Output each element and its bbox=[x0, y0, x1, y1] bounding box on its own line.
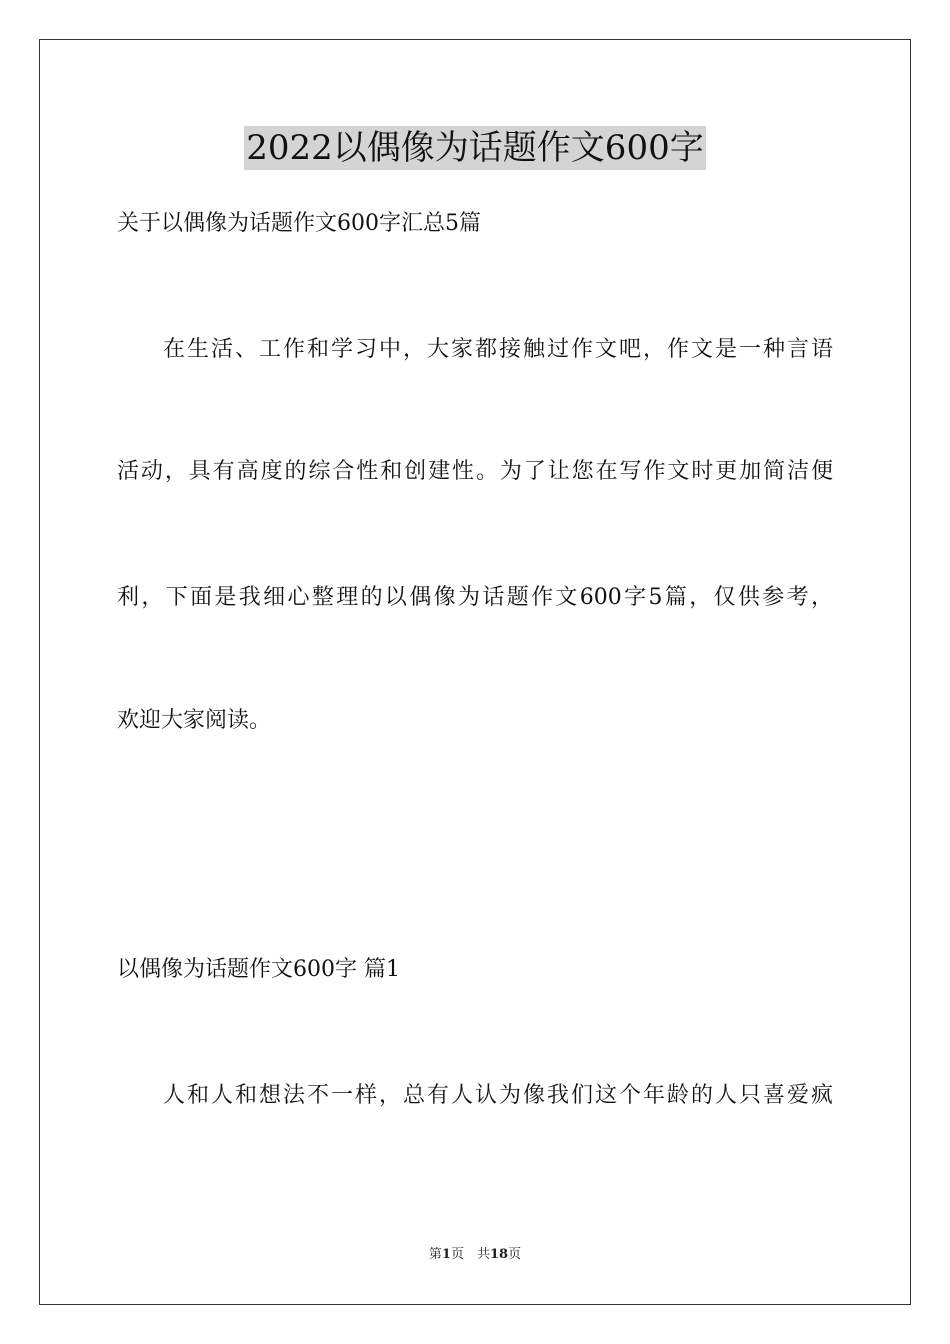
intro-line-3: 利，下面是我细心整理的以偶像为话题作文600字5篇，仅供参考， bbox=[117, 585, 833, 610]
title-container bbox=[0, 126, 950, 170]
footer-page-total: 18 bbox=[489, 1247, 509, 1262]
intro-line-1: 在生活、工作和学习中，大家都接触过作文吧，作文是一种言语 bbox=[163, 337, 833, 362]
footer-page-current: 1 bbox=[441, 1247, 451, 1262]
intro-line-2: 活动，具有高度的综合性和创建性。为了让您在写作文时更加简洁便 bbox=[117, 459, 833, 484]
footer-page-suffix: 页 bbox=[508, 1247, 522, 1262]
document-subtitle: 关于以偶像为话题作文600字汇总5篇 bbox=[117, 211, 481, 236]
footer-page-prefix: 第 bbox=[428, 1247, 442, 1262]
section-heading: 以偶像为话题作文600字 篇1 bbox=[117, 957, 400, 982]
footer-page-mid: 页 共 bbox=[450, 1247, 490, 1262]
document-title: 2022以偶像为话题作文600字 bbox=[246, 128, 704, 168]
page-footer bbox=[0, 1246, 950, 1264]
section-first-line: 人和人和想法不一样，总有人认为像我们这个年龄的人只喜爱疯 bbox=[163, 1083, 833, 1108]
intro-line-4: 欢迎大家阅读。 bbox=[117, 708, 272, 733]
